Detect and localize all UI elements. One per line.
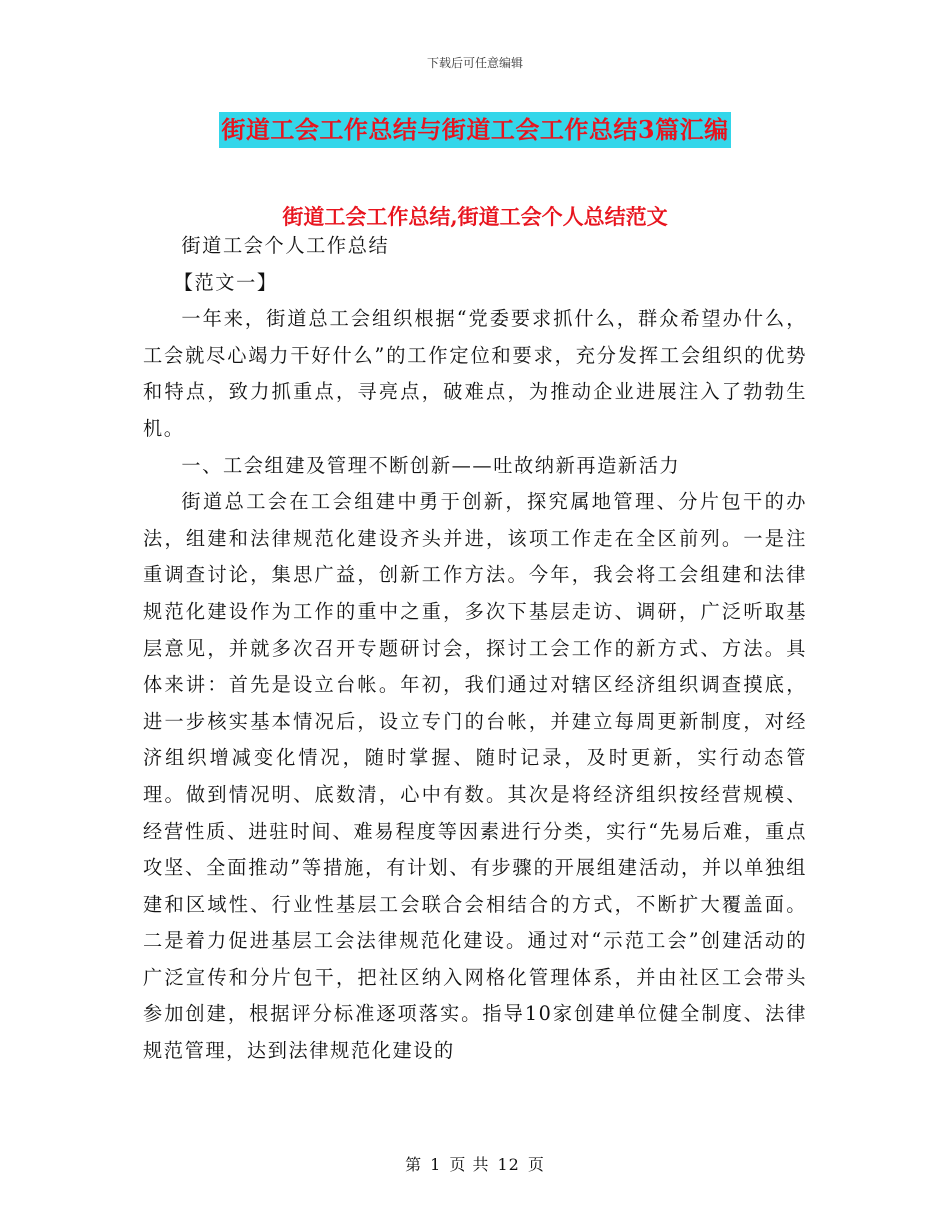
- section-heading: 街道工会个人工作总结: [181, 234, 390, 257]
- page-footer: [0, 1152, 950, 1175]
- page-total: 12: [497, 1155, 520, 1174]
- main-title: 街道工会工作总结与街道工会工作总结3篇汇编: [219, 112, 730, 148]
- main-title-container: [0, 112, 950, 148]
- numbered-heading: 一、工会组建及管理不断创新——吐故纳新再造新活力: [181, 453, 681, 477]
- document-body: [143, 212, 807, 1070]
- page-number: 1: [430, 1155, 442, 1174]
- body-paragraph: 一年来，街道总工会组织根据“党委要求抓什么，群众希望办什么，工会就尽心竭力干好什么”的工作定位和要求，充分发挥工会组织的优势和特点，致力抓重点，寻亮点，破难点，为推动企业进展注入了勃勃生机。: [143, 307, 807, 440]
- sub-title: 街道工会工作总结,街道工会个人总结范文: [282, 204, 668, 229]
- sample-label: 【范文一】: [173, 270, 278, 294]
- footer-prefix: 第: [405, 1155, 423, 1174]
- body-paragraph: 街道总工会在工会组建中勇于创新，探究属地管理、分片包干的办法，组建和法律规范化建设齐头并进，该项工作走在全区前列。一是注重调查讨论，集思广益，创新工作方法。今年，我会将工会组建和法律规范化建设作为工作的重中之重，多次下基层走访、调研，广泛听取基层意见，并就多次召开专题研讨会，探讨工会工作的新方式、方法。具体来讲：首先是设立台帐。年初，我们通过对辖区经济组织调查摸底，进一步核实基本情况后，设立专门的台帐，并建立每周更新制度，对经济组织增减变化情况，随时掌握、随时记录，及时更新，实行动态管理。做到情况明、底数清，心中有数。其次是将经济组织按经营规模、经营性质、进驻时间、难易程度等因素进行分类，实行“先易后难，重点攻坚、全面推动”等措施，有计划、有步骤的开展组建活动，并以单独组建和区域性、行业性基层工会联合会相结合的方式，不断扩大覆盖面。二是着力促进基层工会法律规范化建设。通过对“示范工会”创建活动的广泛宣传和分片包干，把社区纳入网格化管理体系，并由社区工会带头参加创建，根据评分标准逐项落实。指导10家创建单位健全制度、法律规范管理，达到法律规范化建设的: [143, 490, 807, 1063]
- header-note: 下载后可任意编辑: [426, 56, 523, 70]
- footer-middle: 页 共: [449, 1155, 490, 1174]
- footer-suffix: 页: [527, 1155, 545, 1174]
